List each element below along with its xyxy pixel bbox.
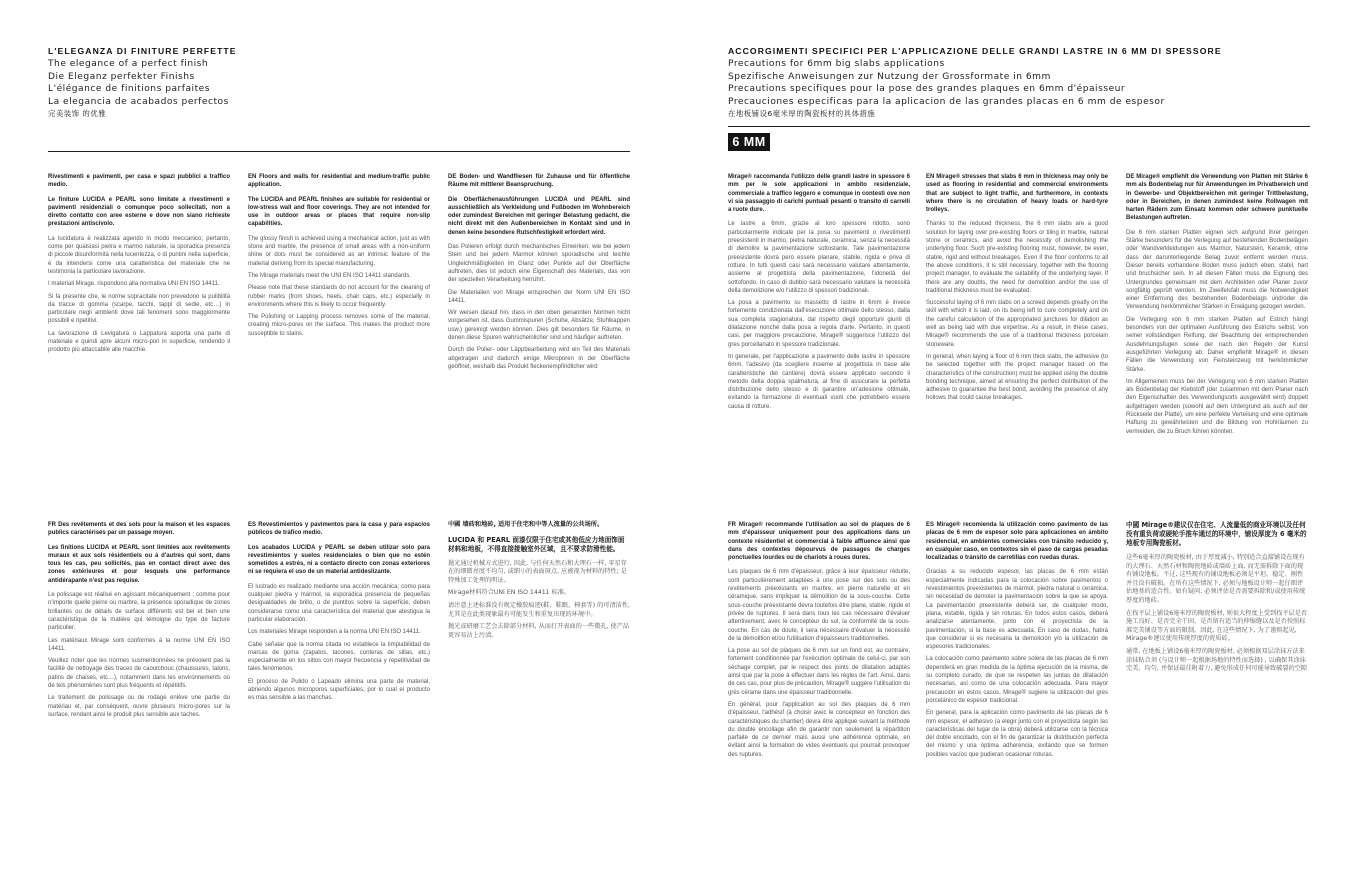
column-paragraph: 通常, 在地板上铺设6毫米厚的陶瓷板材, 必须根据双层涂抹方法来涂抹粘合剂 (与设计师一起根据场地的特性而选择) , 以确保其涂抹完美、均匀, 并保证最佳附着力, 避免形成任何可能导致破裂的空隙 [1126,647,1308,673]
column-paragraph: Thanks to the reduced thickness, the 6 mm slabs are a good solution for laying over pre-existing floors or tiling in marble, natural stone or ceramics, and avoid the necessity of demolishing the underlying floor. Such pre-existing flooring must, however, be even, stable, rigid and without breakages. Even if the floor conforms to all the above conditions, it is still necessary, together with the flooring project manager, to evaluate the suitability of the underlying layer. If there are any doubts, the need for demolition and/or the use of traditional thickness must be evaluated. [926,221,1108,294]
column-paragraph: 抛光通过机械方式进行, 因此, 与任何天然石和大理石一样, 零星存在的细微亮度不均匀, 或细小的表面斑点, 应被视为材料的特性; 是特殊加工处理的明证。 [448,559,627,584]
column-paragraph: Cabe señalar que la norma citada no establece la limpiabilidad de marcas de goma (zapatos, tacones, conteras de sillas, etc.) especialmente en los sitios con mayor frecuencia y repetitividad de tales fenómenos. [248,641,430,673]
right-section-title: ACCORGIMENTI SPECIFICI PER L'APPLICAZIONE DELLE GRANDI LASTRE IN 6 MM DI SPESSORE [728,46,1222,56]
column-paragraph: Le polissage est réalisé en agissant mécaniquement ; comme pour n'importe quelle pierre ou marbre, la présence sporadique de zones brillantes ou de détails de surface différents est bel et bien une caractéristique de la matière qui témoigne du type de facture particulier. [48,592,230,632]
right-subtitle-fr: Precautions specifiques pour la pose des grandes plaques en 6mm d'épaisseur [728,84,1126,95]
left-subtitle-de: Die Eleganz perfekter Finishs [48,71,195,82]
column-paragraph: El lustrado es realizado mediante una acción mecánica; como para cualquier piedra y mármol, la esporádica presencia de pequeñas desigualdades de brillo, o de puntitos sobre la superficie, deben considerarse como una característica del material que atestigua la particular elaboración. [248,583,430,623]
left-column-es [248,521,430,707]
left-column-fr [48,521,230,723]
right-column-es [926,521,1108,763]
column-lead: Los acabados LUCIDA y PEARL se deben utilizar solo para revestimientos y suelos residenciales o bien que no estén sometidos a estrés, ni a contacto directo con zonas exteriores ni se requiera el uso de un material antideslizante. [248,544,430,576]
column-paragraph: 抛光或研磨工艺会去除部分材料, 从而打开表面的一些微孔, 使产品更容易沾上污渍。 [448,623,630,639]
right-column-fr [728,521,910,763]
column-paragraph: Los materiales Mirage responden a la norma UNI EN ISO 14411. [248,629,421,636]
column-paragraph: La colocación como pavimento sobre solera de las placas de 6 mm dependerá en gran medida de la óptima ejecución de la misma, de su completo curado, de que se respeten las juntas de dilatación necesarias, así como de una colocación adecuada. Para mayor precaución en estos casos, Mirage® sugiere la utilización del gres porcelánico de espesor tradicional. [926,656,1108,704]
right-subtitle-en: Precautions for 6mm big slabs applications [728,59,945,69]
column-paragraph: Please note that these standards do not account for the cleaning of rubber marks (from shoes, heels, chair caps, etc.) especially in environments where this is likely to occur frequently. [248,285,430,308]
thickness-badge: 6 MM [728,133,770,151]
left-page [48,0,632,872]
column-paragraph: 在找平层上铺设6毫米厚的陶瓷板材, 则很大程度上受到找平层是否施工良好、是否完全干固、是否留有适当的伸缩缝以及是否按照标准完美铺设等方面的限制。因此, 在这些情况下, 为了谨慎起见, Mirage®建议使用传统厚度的瓷质砖。 [1126,609,1308,643]
left-subtitle-es: La elegancia de acabados perfectos [48,96,229,107]
column-lead: DE Mirage® empfiehlt die Verwendung von Platten mit Stärke 6 mm als Bodenbelag nur für Anwendungen im Privatbereich und in Gewerbe- und Objektbereichen mit geringer Trittbelastung, oder in Bereichen, in denen zumindest keine Rollwagen mit harten Rädern zum Einsatz kommen oder schwere punktuelle Belastungen auftreten. [1126,174,1308,222]
column-paragraph: Die Verlegung von 6 mm starken Platten auf Estrich hängt besonders von der optimalen Ausführung des Estrichs selbst, von seiner vollständigen Reifung, der Beachtung der entsprechenden Ausdehnungsfugen sowie der nach den Regeln der Kunst ausgeführten Verlegung ab. Daher empfiehlt Mirage® in diesen Fällen die Verwendung von Feinsteinzeug mit herkömmlicher Stärke. [1126,316,1308,373]
column-paragraph: La lavorazione di Levigatura o Lappatura asporta una parte di materiale e quindi apre alcuni micro-pori in superficie, rendendo il prodotto più attaccabile alle macchie. [48,330,230,354]
column-paragraph: Successful laying of 6 mm slabs on a screed depends greatly on the skill with which it is laid, on its being left to cure completely and on the careful calculation of the appropriated junctures for dilation as well as being laid with due expertise. As a result, in these cases, Mirage® recommends the use of a traditional thickness porcelain stoneware. [926,300,1108,348]
left-column-zh [448,521,630,644]
column-paragraph: I materiali Mirage, rispondono alla normativa UNI EN ISO 14411. [48,281,220,288]
column-lead: ES Mirage® recomienda la utilización como pavimento de las placas de 6 mm de espesor solo para aplicaciones en ámbito residencial, en ambientes comerciales con tránsito reducido y, en cualquier caso, en contextos sin el paso de cargas pesadas localizadas o tránsito de carretillas con ruedas duras. [926,522,1108,562]
column-paragraph: Gracias a su reducido espesor, las placas de 6 mm están especialmente indicadas para la colocación sobre pavimentos o revestimientos preexistentes de mármol, piedra natural o cerámica, sin necesidad de demoler la pavimentación sobre la que se apoya. La pavimentación preexistente deberá ser, de cualquier modo, plana, estable, rígida y sin roturas. En todos estos casos, deberá analizarse atentamente, junto con el proyectista de la pavimentación, si la base es adecuada. En caso de dudas, habrá que considerar si es necesaria la demolición y/o la utilización de espesores tradicionales. [926,569,1108,651]
column-paragraph: The Mirage materials meet the UNI EN ISO 14411 standards. [248,272,411,279]
column-paragraph: Wir weisen darauf hin, dass in den oben genannten Normen nicht vorgesehen ist, dass Gummispuren (Schuhe, Absätze, Stuhlkappen usw.) gereinigt werden können. Dies gilt besonders für Räume, in denen diese Spuren wahrscheinlicher sind und häufiger auftreten. [448,310,630,342]
column-heading: FR Des revêtements et des sols pour la maison et les espaces publics caractérisés par un passage moyen. [48,522,230,537]
column-lead: Les finitions LUCIDA et PEARL sont limitées aux revêtements muraux et aux sols résidentiels ou à d'autres qui sont, dans tous les cas, peu sollicités, pas en contact direct avec des zones extérieures et pour lesquels une performance antidérapante n'est pas requise. [48,544,230,584]
column-lead: Le finiture LUCIDA e PEARL sono limitate a rivestimenti e pavimenti residenziali o comunque poco sollecitati, non a diretto contatto con aree esterne e dove non siano richieste prestazioni antiscivolo. [48,196,230,228]
column-paragraph: Les matériaux Mirage sont conformes à la norme UNI EN ISO 14411. [48,637,230,652]
column-lead: FR Mirage® recommande l'utilisation au sol de plaques de 6 mm d'épaisseur uniquement pour des applications dans un contexte résidentiel et commercial à faible affluence ainsi que dans des contextes dépourvus de passages de charges ponctuelles lourdes ou de chariots à roues dures. [728,522,910,562]
column-paragraph: Im Allgemeinen muss bei der Verlegung von 6 mm starken Platten als Bodenbelag der Klebstoff (der zusammen mit dem Planer nach den Eigenschaften des Verwendungsorts ausgewählt wird) doppelt aufgetragen werden (sowohl auf dem Untergrund als auch auf der Rückseite der Platte), um eine perfekte Verteilung und eine optimale Haftung zu gewährleisten und die Bildung von Hohlräumen zu vermeiden, die zu Bruch führen könnten. [1126,378,1308,435]
left-column-en [248,173,430,342]
column-paragraph: El proceso de Pulido o Lapeado elimina una parte de material, abriendo algunos microporos superficiales, por lo cual el producto es más sensible a las manchas. [248,678,430,702]
column-paragraph: Mirage材料符合UNI EN ISO 14411 标准。 [448,589,571,597]
right-subtitle-zh: 在地板铺设6毫米厚的陶瓷板材的具体措施 [728,109,876,119]
left-column-it [48,173,230,359]
right-subtitles [728,58,1165,121]
column-paragraph: Si fa presente che, le norme sopracitate non prevedono la pulibilità da tracce di gomma (scarpe, tacchi, tappi di sedie, etc…) in particolare negli ambienti dove tali fenomeni sono maggiormente possibili e ripetitivi. [48,293,230,325]
left-divider [48,151,630,152]
column-paragraph: Durch die Polier- oder Läppbearbeitung wird ein Teil des Materials abgetragen und dadurch einige Mikroporen in der Oberfläche geöffnet, weshalb das Produkt fleckenempfindlicher wird [448,347,630,370]
column-paragraph: Die Materialien von Mirage entsprechen der Norm UNI EN ISO 14411. [448,289,630,304]
column-lead: LUCIDA 和 PEARL 面漆仅限于住宅或其他低应力地面饰面材料和地板，不得直接接触室外区域，且不要求防滑性能。 [448,535,625,553]
left-subtitle-en: The elegance of a perfect finish [48,59,209,69]
column-paragraph: Die 6 mm starken Platten eignen sich aufgrund ihrer geringen Stärke besonders für die Verlegung auf bestehenden Bodenbelägen oder Wandverkleidungen aus Marmor, Naturstein, Keramik, ohne dass der darunterliegende Belag zuvor entfernt werden muss. Dieser bereits vorhandene Boden muss jedoch eben, stabil, hart und bruchsicher sein. In all diesen Fällen muss die Eignung des Untergrundes gemeinsam mit dem Architekten oder Planer zuvor sorgfältig geprüft werden. Im Zweifelsfall muss die Notwendigkeit einer Entfernung des bestehenden Bodenbelags und/oder die Verwendung herkömmlicher Stärken in Erwägung gezogen werden. [1126,229,1308,311]
column-paragraph: In general, when laying a floor of 6 mm thick slabs, the adhesive (to be selected together with the project manager based on the characteristics of the construction) must be applied using the double bonding technique, aimed at ensuring the perfect distribution of the adhesive to guarantee the best bond, avoiding the presence of any hollows that could cause breakages. [926,353,1108,402]
column-paragraph: The glossy finish is achieved using a mechanical action, just as with stone and marble, the presence of small areas with a non-uniform shine or dots must be considered as an intrinsic feature of the material deriving from its special manufacturing. [248,235,430,267]
column-paragraph: Le traitement de polissage ou de rodage enlève une partie du matériau et, par conséquent, ouvre plusieurs micro-pores sur la surface, rendant ainsi le produit plus sensible aux taches. [48,695,230,718]
column-paragraph: Veuillez noter que les normes susmentionnées ne prévoient pas la facilité de nettoyage des traces de caoutchouc (chaussures, talons, patins de chaises, etc…), notamment dans les environnements où de tels phénomènes sont plus fréquents et répétitifs. [48,658,230,690]
right-subtitle-de: Spezifische Anweisungen zur Nutzung der Grossformate in 6mm [728,71,1051,82]
column-paragraph: Le lastre a 6mm, grazie al loro spessore ridotto, sono particolarmente indicate per la posa su pavimenti o rivestimenti preesistenti in marmo, pietra naturale, ceramica, senza la necessità di demolire la pavimentazione sottostante. Tale pavimentazione preesistente dovrà però essere planare, stabile, rigida e priva di rotture. In tutti questi casi sarà necessario valutare attentamente, assieme al progettista della pavimentazione, l'idoneità del sottofondo. In caso di dubbio sarà necessario valutare la necessità della demolizione e/o l'utilizzo di spessori tradizionali. [728,221,910,294]
column-paragraph: In generale, per l'applicazione a pavimento delle lastre in spessore 6mm, l'adesivo (da scegliere insieme al progettista in base alle caratteristiche del cantiere) dovrà essere applicato secondo il metodo della doppia spalmatura, al fine di assicurare la perfetta distribuzione dello stesso e di garantire un'adesione ottimale, evitando la formazione di eventuali vuoti che potrebbero essere causa di rotture. [728,353,910,410]
column-paragraph: La lucidatura è realizzata agendo in modo meccanico; pertanto, come per qualsiasi pietra e marmo naturale, la sporadica presenza di piccole disuniformità nella lucentezza, o di puntini nella superficie, è da intendersi come una caratteristica del materiale che ne testimonia la particolare lavorazione. [48,235,230,275]
column-lead: 中國 Mirage®建议仅在住宅、人流量低的商业环境以及任何没有重负荷或硬轮手推车通过的环境中，铺设厚度为 6 毫米的地板专用陶瓷板材。 [1126,521,1307,547]
left-column-de [448,173,630,375]
right-column-zh [1126,521,1308,678]
right-column-en [926,173,1108,407]
column-heading: ES Revestimientos y pavimentos para la casa y para espacios públicos de tráfico medio. [248,522,430,537]
left-subtitle-zh: 完美装饰 的优雅 [48,109,107,119]
right-page [728,0,1310,872]
column-lead: The LUCIDA and PEARL finishes are suitable for residential or low-stress wall and floor coverings. They are not intended for use in outdoor areas or places that require non-slip capabilities. [248,196,430,228]
column-paragraph: 请注意上述标准没有规定橡胶痕迹(鞋、鞋跟、椅套等) 的可清洁性,尤其是在此类现象最有可能发生和重复出现的环境中。 [448,601,631,618]
column-lead: Die Oberflächenausführungen LUCIDA und PEARL sind ausschließlich als Verkleidung und Fußboden im Wohnbereich oder zumindest Bereichen mit geringer Belastung gedacht, die nicht direkt mit den Außenbereichen in Kontakt sind und in denen keine besondere Rutschfestigkeit erfordert wird. [448,196,630,236]
column-paragraph: En general, para la aplicación como pavimento de las placas de 6 mm espesor, el adhesivo (a elegir junto con el proyectista según las características del lugar de la obra) deberá utilizarse con la técnica del doble encolado, con el fin de garantizar la distribución perfecta del mismo y una óptima adherencia, evitando que se formen posibles vacíos que pudieran ocasionar roturas. [926,710,1108,758]
column-lead: Mirage® raccomanda l'utilizzo delle grandi lastre in spessore 6 mm per le sole applicazioni in ambito residenziale, commerciale a traffico leggero e comunque in contesti ove non vi sia passaggio di carichi puntuali pesanti o transito di carrelli a ruote dure. [728,174,910,214]
column-heading: EN Floors and walls for residential and medium-traffic public application. [248,174,430,189]
right-divider [728,126,1310,127]
column-paragraph: Das Polieren erfolgt durch mechanisches Einwirken; wie bei jedem Stein und bei jedem Marmor können sporadische und leichte Ungleichmäßigkeiten im Glanz oder Punkte auf der Oberfläche auftreten, dies ist jedoch eine Eigenschaft des Materials, das von der speziellen Verarbeitung herrührt. [448,244,630,284]
column-paragraph: The Polishing or Lapping process removes some of the material, creating micro-pores on the surface. This makes the product more susceptible to stains. [248,314,430,337]
column-paragraph: La pose au sol de plaques de 6 mm sur un fond est, au contraire, fortement conditionnée par l'exécution optimale de celui-ci, par son séchage complet, par le respect des joints de dilatation adaptés ainsi que par la pose à effectuer dans les règles de l'art. Ainsi, dans de ces cas, pour plus de précaution, Mirage® suggère l'utilisation du grès cérame dans une épaisseur traditionnelle. [728,648,910,696]
column-heading: 中國 墙砖和地砖, 适用于住宅和中等人流量的公共场所。 [448,521,604,528]
left-subtitle-fr: L'élégance de finitions parfaites [48,84,210,95]
right-subtitle-es: Precauciones especificas para la aplicacion de las grandes placas en 6 mm de espesor [728,96,1165,107]
right-column-it [728,173,910,415]
column-paragraph: Les plaques de 6 mm d'épaisseur, grâce à leur épaisseur réduite, sont particulièrement adaptées à une pose sur des sols ou des revêtements préexistants en marbre, en pierre naturelle et en céramique, sans impliquer la démolition de la sous-couche. Cette sous-couche préexistante devra toutefois être plane, stable, rigide et privée de ruptures. Il sera dans tous les cas nécessaire d'évaluer attentivement, avec le concepteur du sol, la conformité de la sous-couche. En cas de doute, il sera nécessaire d'évaluer la nécessité de la démolition et/ou l'utilisation d'épaisseurs traditionnelles. [728,569,910,642]
left-subtitles [48,58,229,121]
column-paragraph: La posa a pavimento su massetto di lastre in 6mm è invece fortemente condizionata dall'esecuzione ottimale dello stesso, dalla sua completa stagionatura, dal rispetto degli opportuni giunti di dilatazione nonché dalla posa a regola d'arte. Pertanto, in questi casi, per maggiore precauzione, Mirage® suggerisce l'utilizzo del gres porcellanato in spessore tradizionale. [728,300,910,348]
column-lead: EN Mirage® stresses that slabs 6 mm in thickness may only be used as flooring in residential and commercial environments that are subject to light traffic, and furthermore, in contexts where there is no circulation of heavy loads or hard-tyre trolleys. [926,174,1108,214]
column-heading: DE Boden- und Wandfliesen für Zuhause und für öffentliche Räume mit mittlerer Beanspruchung. [448,174,630,189]
column-paragraph: 这些6毫米厚的陶瓷板材, 由于厚度减小, 特别适合直接铺设在现有的大理石、天然石材和陶瓷地砖或墙砖上面, 而无需拆除下面的现有铺设地板。不过, 这些现有的铺设地板必须是平坦、稳定、刚性并且没有破损。在所有这些情况下, 必须与地板设计师一起仔细评估地基的适合性。如有疑问, 必须评估是否需要拆除和/或使用传统厚度的地砖。 [1126,554,1306,604]
left-section-title: L'ELEGANZA DI FINITURE PERFETTE [48,46,237,56]
right-column-de [1126,173,1308,440]
column-heading: Rivestimenti e pavimenti, per casa e spazi pubblici a traffico medio. [48,174,230,189]
column-paragraph: En général, pour l'application au sol des plaques de 6 mm d'épaisseur, l'adhésif (à choisir avec le concepteur en fonction des caractéristiques du chantier) devra être appliqué suivant la méthode du double encollage afin de garantir non seulement la répartition parfaite de ce dernier mais aussi une adhérence optimale, en évitant ainsi la formation de vides éventuels qui pourrait provoquer des ruptures. [728,701,910,758]
